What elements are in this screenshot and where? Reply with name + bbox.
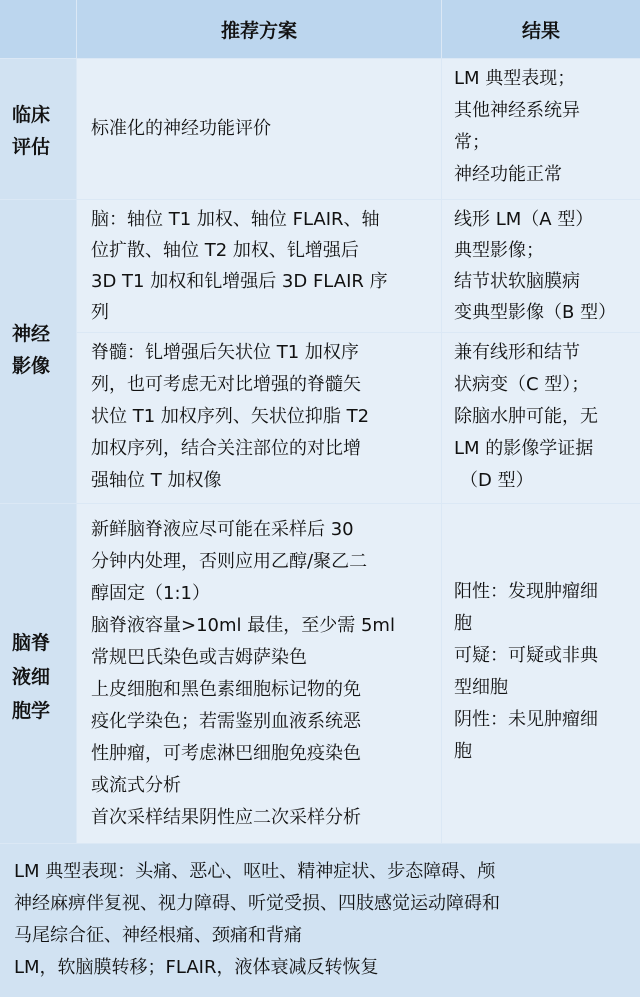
cytology-method-line: 上皮细胞和黑色素细胞标记物的免 [91,679,361,700]
row-label-line: 液细 [12,666,51,688]
cytology-result-line: 阳性：发现肿瘤细 [454,581,598,602]
footnote-line: LM 典型表现：头痛、恶心、呕吐、精神症状、步态障碍、颅 [14,861,496,882]
clinical-result-cell [442,59,640,199]
clinical-result-line: 常； [454,132,490,153]
brain-method-line: 位扩散、轴位 T2 加权、钆增强后 [91,240,359,261]
clinical-method-cell [77,59,441,199]
row-label-line: 影像 [12,355,51,377]
clinical-result-line: LM 典型表现； [454,68,576,89]
spine-method-line: 列，也可考虑无对比增强的脊髓矢 [91,374,361,395]
footnote-line: 马尾综合征、神经根痛、颈痛和背痛 [14,925,302,946]
cytology-result-line: 型细胞 [454,677,508,698]
cytology-result-line: 胞 [454,613,472,634]
cytology-method-line: 分钟内处理，否则应用乙醇/聚乙二 [91,551,368,572]
header-corner [0,0,76,58]
brain-method-line: 列 [91,302,109,323]
spine-method-cell [77,333,441,503]
cytology-method-line: 首次采样结果阴性应二次采样分析 [91,807,361,828]
footnote-line: 神经麻痹伴复视、视力障碍、听觉受损、四肢感觉运动障碍和 [14,893,500,914]
row-label-line: 临床 [12,104,51,126]
spine-method-line: 强轴位 T 加权像 [91,470,222,491]
cytology-result-line: 可疑：可疑或非典 [454,645,598,666]
cytology-result-line: 阴性：未见肿瘤细 [454,709,598,730]
cytology-method-line: 脑脊液容量>10ml 最佳，至少需 5ml [91,615,395,636]
brain-method-line: 3D T1 加权和钆增强后 3D FLAIR 序 [91,271,388,292]
header-result-label: 结果 [521,19,560,42]
brain-result-line: 变典型影像（B 型） [454,302,617,323]
brain-method-cell [77,200,441,332]
cytology-method-line: 醇固定（1:1） [91,583,210,604]
header-method-label: 推荐方案 [220,19,297,42]
cytology-method-line: 新鲜脑脊液应尽可能在采样后 30 [91,519,354,540]
row-label-cytology [0,504,76,843]
spine-method-line: 加权序列，结合关注部位的对比增 [91,438,361,459]
row-label-line: 神经 [12,323,51,345]
brain-result-line: 典型影像； [454,240,544,261]
spine-result-line: 状病变（C 型）； [454,374,590,395]
cytology-result-line: 胞 [454,741,472,762]
cytology-method-cell [77,504,441,843]
cytology-method-line: 性肿瘤，可考虑淋巴细胞免疫染色 [91,743,361,764]
spine-result-line: （D 型） [460,470,534,491]
footnote [0,844,640,997]
cytology-method-line: 常规巴氏染色或吉姆萨染色 [91,647,307,668]
footnote-line: LM，软脑膜转移；FLAIR，液体衰减反转恢复 [14,957,379,978]
header-method [77,0,441,58]
row-label-line: 脑脊 [12,632,51,654]
clinical-result-line: 神经功能正常 [454,164,562,185]
clinical-result-line: 其他神经系统异 [454,100,580,121]
cytology-method-line: 或流式分析 [91,775,181,796]
header-result [442,0,640,58]
spine-result-line: LM 的影像学证据 [454,438,594,459]
spine-method-line: 状位 T1 加权序列、矢状位抑脂 T2 [91,406,370,427]
spine-result-line: 除脑水肿可能，无 [454,406,598,427]
cytology-result-cell [442,504,640,843]
spine-result-cell [442,333,640,503]
clinical-method-text: 标准化的神经功能评价 [91,118,271,139]
brain-result-cell [442,200,640,332]
brain-result-line: 线形 LM（A 型） [454,209,594,230]
cytology-method-line: 疫化学染色；若需鉴别血液系统恶 [91,711,361,732]
row-label-imaging [0,200,76,503]
brain-result-line: 结节状软脑膜病 [454,271,580,292]
spine-method-line: 脊髓：钆增强后矢状位 T1 加权序 [91,342,359,363]
brain-method-line: 脑：轴位 T1 加权、轴位 FLAIR、轴 [91,209,380,230]
row-label-line: 评估 [12,136,51,158]
row-label-line: 胞学 [12,700,51,722]
row-label-clinical [0,59,76,199]
spine-result-line: 兼有线形和结节 [454,342,580,363]
